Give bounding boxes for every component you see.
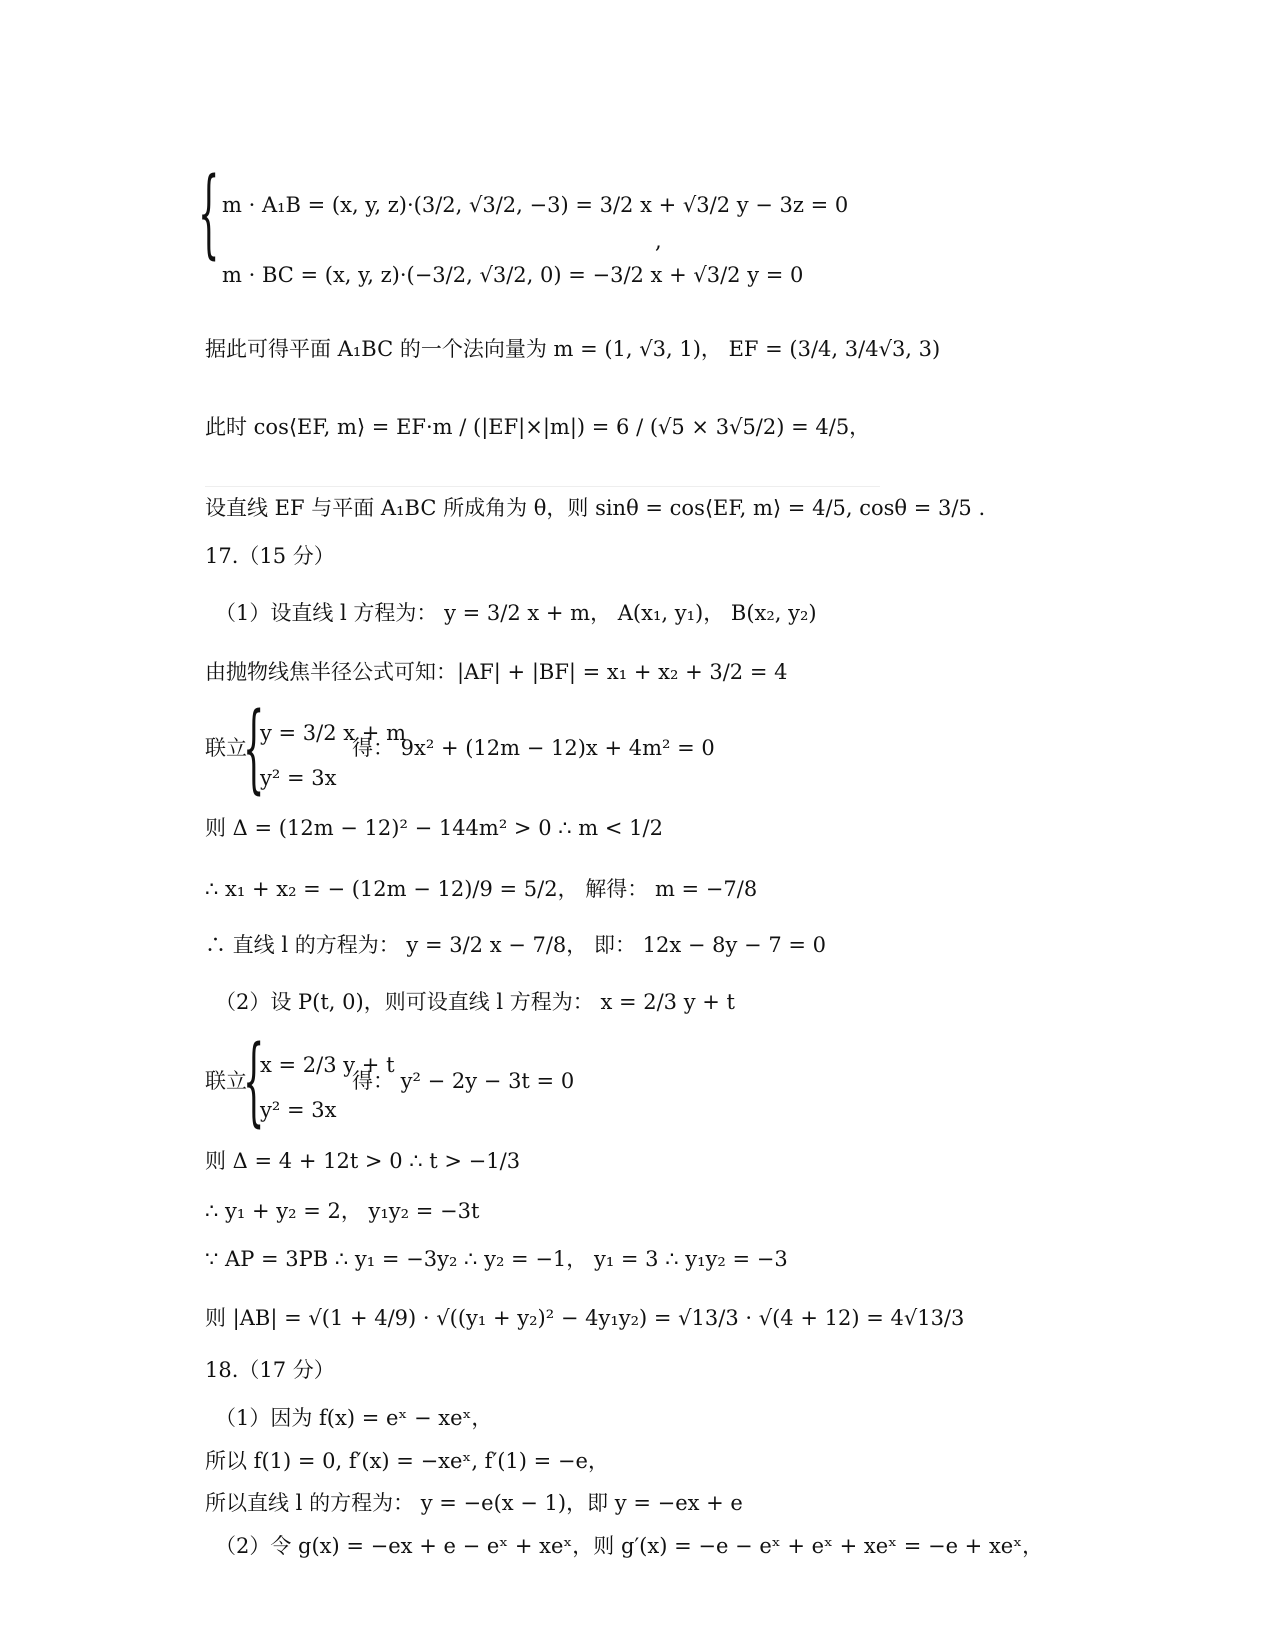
text-line: 所以直线 l 的方程为： y = −e(x − 1)，即 y = −ex + e: [205, 1491, 743, 1515]
left-brace: {: [243, 692, 265, 804]
text-line: 则 Δ = 4 + 12t > 0 ∴ t > −1/3: [205, 1149, 521, 1173]
equation-line: y = 3/2 x + m: [260, 721, 406, 745]
text-line: 由抛物线焦半径公式可知：|AF| + |BF| = x₁ + x₂ + 3/2 = 4: [205, 660, 788, 684]
equation-line: m · A₁B = (x, y, z)·(3/2, √3/2, −3) = 3/2 x + √3/2 y − 3z = 0: [222, 193, 849, 217]
text-line: （1）设直线 l 方程为： y = 3/2 x + m， A(x₁, y₁)， B(x₂, y₂): [215, 601, 817, 625]
equation-line: y² = 3x: [260, 766, 337, 790]
text-line: ∴ y₁ + y₂ = 2， y₁y₂ = −3t: [205, 1199, 480, 1223]
text-line: 据此可得平面 A₁BC 的一个法向量为 m = (1, √3, 1)， EF = (3/4, 3/4√3, 3): [205, 337, 941, 361]
equation-line: m · BC = (x, y, z)·(−3/2, √3/2, 0) = −3/2 x + √3/2 y = 0: [222, 263, 804, 287]
text-line: 设直线 EF 与平面 A₁BC 所成角为 θ，则 sinθ = cos⟨EF, m⟩ = 4/5, cosθ = 3/5 .: [205, 496, 986, 520]
text-label: 联立: [205, 736, 247, 760]
equation-line: 得： y² − 2y − 3t = 0: [352, 1069, 575, 1093]
equation-line: x = 2/3 y + t: [260, 1053, 395, 1077]
comma: ,: [655, 229, 662, 253]
text-label: 联立: [205, 1069, 247, 1093]
text-line: （1）因为 f(x) = eˣ − xeˣ，: [215, 1406, 493, 1430]
text-line: （2）设 P(t, 0)，则可设直线 l 方程为： x = 2/3 y + t: [215, 990, 735, 1014]
text-line: ∴ x₁ + x₂ = − (12m − 12)/9 = 5/2， 解得： m = −7/8: [205, 877, 758, 901]
equation-line: 得： 9x² + (12m − 12)x + 4m² = 0: [352, 736, 715, 760]
text-line: （2）令 g(x) = −ex + e − eˣ + xeˣ，则 g′(x) = −e − eˣ + eˣ + xeˣ = −e + xeˣ，: [215, 1534, 1044, 1558]
section-heading: 18.（17 分）: [205, 1358, 335, 1382]
text-line: 所以 f(1) = 0, f′(x) = −xeˣ, f′(1) = −e，: [205, 1449, 609, 1473]
scan-artifact: [205, 486, 880, 487]
text-line: 则 Δ = (12m − 12)² − 144m² > 0 ∴ m < 1/2: [205, 816, 663, 840]
text-line: ∵ AP = 3PB ∴ y₁ = −3y₂ ∴ y₂ = −1， y₁ = 3 ∴ y₁y₂ = −3: [205, 1247, 788, 1271]
equation-line: y² = 3x: [260, 1098, 337, 1122]
text-line: 此时 cos⟨EF, m⟩ = EF·m / (|EF|×|m|) = 6 / (√5 × 3√5/2) = 4/5，: [205, 415, 871, 439]
left-brace: {: [198, 157, 220, 269]
section-heading: 17.（15 分）: [205, 544, 335, 568]
text-line: ∴ 直线 l 的方程为： y = 3/2 x − 7/8， 即： 12x − 8y − 7 = 0: [205, 933, 826, 957]
left-brace: {: [243, 1025, 265, 1137]
text-line: 则 |AB| = √(1 + 4/9) · √((y₁ + y₂)² − 4y₁y₂) = √13/3 · √(4 + 12) = 4√13/3: [205, 1306, 965, 1330]
